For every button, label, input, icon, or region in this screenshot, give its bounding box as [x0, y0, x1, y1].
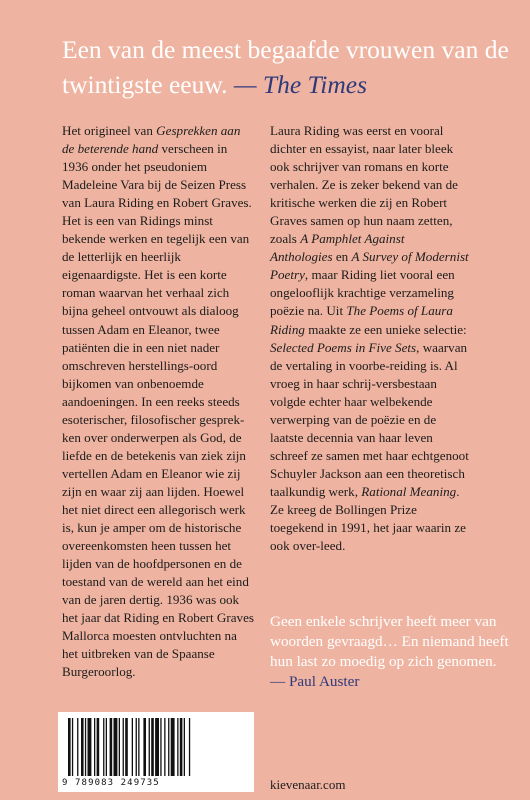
top-quote-text: Een van de meest begaafde vrouwen van de twintigste eeuw. [62, 35, 509, 99]
book-title: Gesprekken aan de beterende hand [62, 123, 241, 157]
barcode-bar [94, 718, 95, 776]
barcode-bar [164, 718, 165, 776]
top-quote [62, 32, 522, 102]
left-column-text [62, 122, 254, 681]
barcode-bar [123, 718, 124, 776]
top-quote-attribution: — The Times [233, 70, 368, 99]
barcode-bar [85, 718, 86, 776]
barcode-bar [119, 718, 120, 776]
book-title: A Survey of Modernist Poetry [270, 249, 469, 283]
barcode-bar [97, 718, 100, 776]
text-run: en [332, 249, 352, 265]
bottom-quote-author: — Paul Auster [270, 673, 360, 690]
barcode-bar [151, 718, 154, 776]
barcode-bar [189, 718, 190, 776]
barcode-bar [180, 718, 183, 776]
right-column-text [270, 122, 470, 555]
barcode-bar [103, 718, 104, 776]
book-title: Selected Poems in Five Sets [270, 339, 417, 355]
website-label: kievenaar.com [270, 777, 346, 792]
barcode-bar [171, 718, 175, 776]
book-title: The Poems of Laura Riding [270, 303, 453, 337]
barcode-bar [138, 718, 139, 776]
barcode-bar [160, 718, 161, 776]
barcode-bar [88, 718, 92, 776]
barcode-bar [149, 718, 150, 776]
book-title: A Pamphlet Against Anthologies [270, 231, 405, 265]
barcode-bar [114, 718, 118, 776]
text-run: Laura Riding was eerst en vooral dichter en essayist, naar later bleek ook schrijver van romans en korte verhalen. Ze is zeker bekend van de kritische werken die zij en Robert Graves samen op hun naam zetten, zoals [270, 123, 458, 247]
barcode-bar [81, 718, 84, 776]
right-paragraph [270, 122, 470, 555]
text-run: Het origineel van [62, 123, 157, 138]
barcode-bars [66, 718, 246, 776]
book-title: Rational Meaning [361, 483, 457, 499]
barcode-bar [106, 718, 107, 776]
barcode-bar [68, 718, 71, 776]
bottom-quote [270, 612, 515, 692]
barcode-bar [184, 718, 185, 776]
barcode-bar [155, 718, 159, 776]
text-run: , waarvan de vertaling in voorbe-reiding is. Al vroeg in haar schrij-versbestaan volgde echter haar welbekende verwerping van de poëzie en de laatste decennia van haar leven schreef ze samen met haar echtgenoot Schuyler Jackson aan een theoretisch taalkundig werk, [270, 339, 469, 499]
text-run: . Ze kreeg de Bollingen Prize toegekend in 1991, het jaar waarin ze ook over-leed. [270, 483, 466, 554]
barcode-bar [110, 718, 113, 776]
barcode-bar [136, 718, 137, 776]
barcode-bar [168, 718, 169, 776]
text-run: maakte ze een unieke selectie: [304, 321, 467, 337]
barcode-bar [72, 718, 73, 776]
isbn-number: 9 789083 249735 [62, 778, 160, 788]
text-run: , maar Riding liet vooral een ongelooflijk krachtige verzameling poëzie na. Uit [270, 267, 455, 319]
bottom-quote-text: Geen enkele schrijver heeft meer van woorden gevraagd… En niemand heeft hun last zo moedig op zich genomen. [270, 613, 509, 670]
left-paragraph [62, 122, 254, 681]
barcode-bar [132, 718, 133, 776]
text-run: verscheen in 1936 onder het pseudoniem Madeleine Vara bij de Seizen Press van Laura Riding en Robert Graves. Het is een van Ridings minst bekende werken en tegelijk een van de letterlijk en heerlijk eigenaardigste. Het is een korte roman waarvan het verhaal zich bijna geheel ontvouwt als dialoog tussen Adam en Eleanor, twee patiënten die in een niet nader omschreven herstellings-oord bijkomen van onbenoemde aandoeningen. In een reeks steeds esoterischer, filosofischer gesprek-ken over onderwerpen als God, de liefde en de betekenis van ziek zijn vertellen Adam en Eleanor wie zij zijn en waar zij aan lijden. Hoewel het niet direct een allegorisch werk is, kun je amper om de historische overeenkomsten heen tussen het lijden van de hoofdpersonen en de toestand van de wereld aan het eind van de jaren dertig. 1936 was ook het jaar dat Riding en Robert Graves Mallorca moesten ontvluchten na het uitbreken van de Spaanse Burgeroorlog. [62, 141, 254, 680]
barcode-bar [177, 718, 178, 776]
barcode-bar [143, 718, 146, 776]
barcode-bar [77, 718, 78, 776]
barcode [58, 712, 254, 792]
barcode-bar [125, 718, 128, 776]
